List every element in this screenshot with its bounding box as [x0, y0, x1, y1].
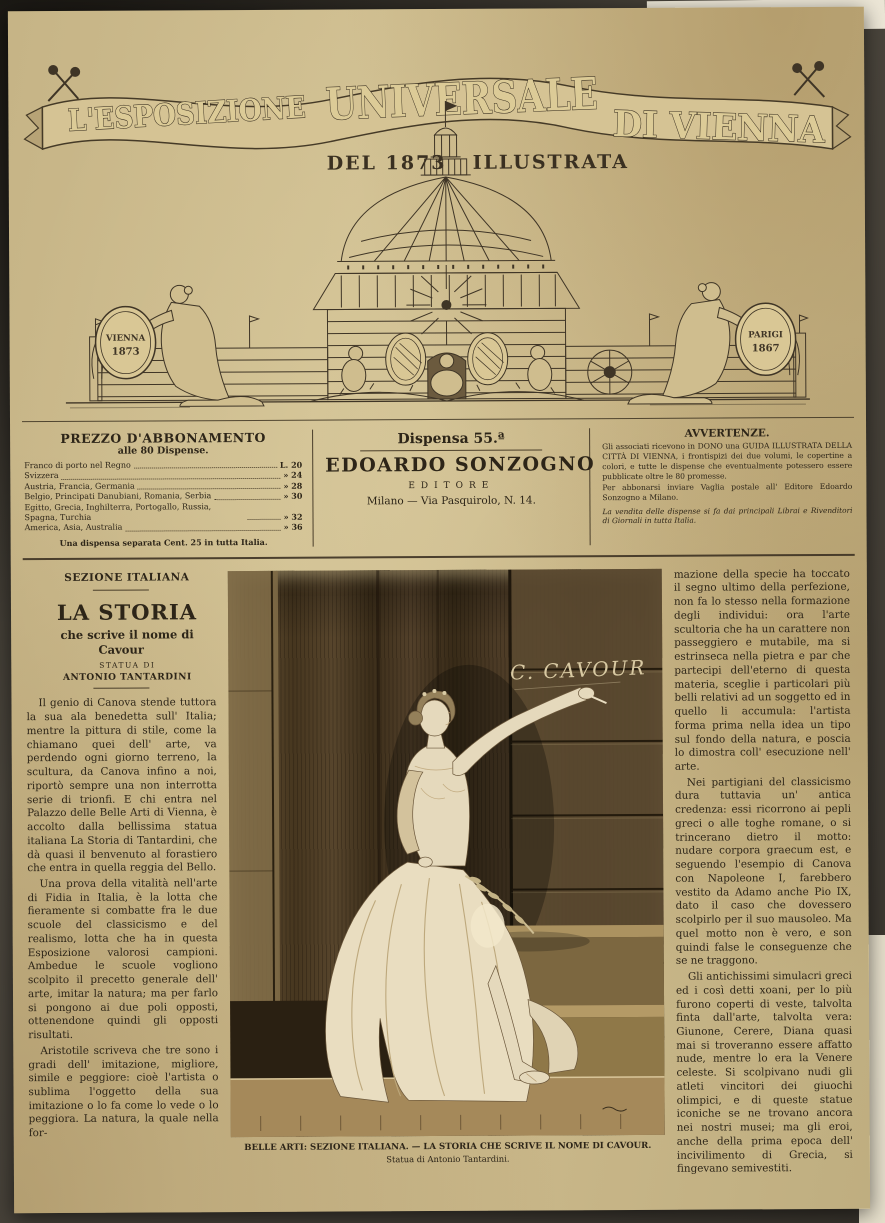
masthead-title-left: L'ESPOSIZIONE [66, 88, 341, 139]
section-label: SEZIONE ITALIANA [64, 571, 190, 584]
issue-number: Dispensa 55.ª [397, 430, 505, 448]
price-value: » 32 [283, 511, 303, 522]
notices-paragraph: Gli associati ricevono in DONO una GUIDA ILLUSTRATA DELLA CITTÀ DI VIENNA, i frontispizi dei due volumi, le copertine a colori, e tutte le dispense che eventualmente potessero essere pubblicate oltre le 80 promesse. [602, 440, 853, 482]
price-value: L. 20 [279, 459, 303, 470]
medallion-right-year: 1867 [751, 343, 780, 355]
article-subtitle: che scrive il nome di Cavour [60, 627, 194, 658]
torch-icon-left [48, 66, 79, 101]
price-value: » 36 [283, 522, 303, 533]
article-paragraph: mazione della specie ha toccato il segno ultimo della perfezione, non fa lo stesso nella formazione degli individui: ora l'arte scultoria che ha un carattere non passeggiero e mutabile, ma si estrinseca nella pietra e par che partecipi dell'eterno di questa materia, sceglie i particolari più belli relativi ad un soggetto ed in quello li accumula: l'artista forma prima nella idea un tipo sul fondo della natura, e poscia lo dimostra coll' esecuzione nell' arte. [673, 567, 851, 773]
infobar [10, 420, 867, 556]
notices-paragraph: Per abbonarsi inviare Vaglia postale all' Editore Edoardo Sonzogno a Milano. [602, 481, 853, 503]
article-paragraph: Una prova della vitalità nell'arte di Fidia in Italia, è la lotta che fieramente si combatte fra le due scuole del classicismo e del realismo, lotta che ha in questa Esposizione valorosi campioni. Ambedue le scuole vogliono scolpito il precetto generale dell' arte, imitar la natura; ma per farlo si pongono ai due poli opposti, ottenendone quindi gli opposti risultati. [27, 877, 219, 1042]
price-value: » 30 [283, 490, 303, 501]
masthead-subtitle-left: DEL 1873 [326, 151, 447, 175]
publisher-block [312, 428, 596, 546]
article-title: LA STORIA [56, 598, 198, 625]
prices-subtitle: alle 80 Dispense. [117, 445, 209, 457]
left-allegory-figure [91, 285, 263, 407]
price-label: America, Asia, Australia [24, 523, 123, 533]
dotted-leader [138, 488, 281, 490]
right-allegory-figure [627, 282, 799, 404]
statue-engraving [228, 569, 665, 1137]
small-separator [93, 589, 149, 590]
dotted-leader [134, 467, 277, 469]
publisher-name: EDOARDO SONZOGNO [325, 453, 596, 477]
notices-footnote: La vendita delle dispense si fa dai principali Librai e Rivenditori di Giornali in tutta Italia. [602, 505, 853, 526]
price-value: » 24 [283, 470, 303, 481]
article-paragraph: Gli antichissimi simulacri greci ed i così detti xoani, per lo più furono coperti di veste, talvolta finta dall'arte, talvolta vera: Giunone, Cerere, Diana quasi mai si troveranno essere affatto nude, mentre lo era la Venere celeste. Si scolpivano nudi gli atleti vincitori dei giuochi olimpici, e di queste statue iconiche se ne trovano ancora nei nostri musei; ma gli eroi, anche della prima epoca dell' incivilimento di Grecia, si fingevano semivestiti. [675, 969, 853, 1176]
left-text-column [26, 571, 219, 1182]
wheel-icon [588, 350, 632, 394]
medallion-right-city: PARIGI [748, 330, 783, 341]
newspaper-page [8, 7, 870, 1213]
statue-engraving-drawing [228, 569, 665, 1137]
masthead [8, 7, 866, 419]
torch-icon-right [793, 62, 824, 97]
prices-title: PREZZO D'ABBONAMENTO [60, 429, 266, 446]
price-label: Svizzera [24, 471, 59, 481]
article-paragraph: Aristotile scriveva che tre sono i gradi dell' imitazione, migliore, simile e peggiore: cioè l'artista o sublima l'oggetto della sua imitazione o lo fa come lo vede o lo peggiora. La natura, la quale nella for- [28, 1043, 219, 1140]
price-label: Egitto, Grecia, Inghilterra, Portogallo, Russia, Spagna, Turchia [24, 501, 212, 523]
price-row [24, 501, 302, 523]
caption-line-2: Statua di Antonio Tantardini. [386, 1153, 510, 1165]
statue-engraving-plate [228, 569, 665, 1182]
small-separator [93, 688, 149, 689]
dotted-leader [248, 519, 281, 520]
dotted-leader [125, 530, 280, 532]
price-label: Belgio, Principati Danubiani, Romania, Serbia [24, 491, 212, 502]
article-paragraph: Nei partigiani del classicismo dura tuttavia un' antica credenza: essi ricorrono ai pepli greci o alle toghe romane, o si trincerano dietro il motto: nudare corpora graecum est, e seguendo l'esempio di Canova con Napoleone I, farebbero vestito da Adamo anche Pio IX, dato il caso che dovessero scolpirlo per il suo mausoleo. Ma quel motto non è vero, e son quindi false le conseguenze che se ne traggono. [674, 775, 852, 968]
medallion-left-year: 1873 [111, 346, 140, 358]
medallion-left-city: VIENNA [105, 333, 146, 344]
dotted-leader [62, 478, 281, 480]
pilaster [228, 571, 281, 1076]
article-paragraph: Il genio di Canova stende tuttora la sua ala benedetta sull' Italia; mentre la pittura di stile, come la chiamano quei dell' arte, va perdendo ogni giorno terreno, la scultura, da Canova infino a noi, riportò sempre una non interrotta serie di trionfi. E chi entra nel Palazzo delle Belle Arti di Vienna, è accolto dalla bellissima statua italiana La Storia di Tantardini, che dà quasi il benvenuto al forastiero che entra in quella reggia del Bello. [26, 696, 218, 875]
masthead-title-center: UNIVERSALE [324, 66, 661, 131]
price-row [25, 522, 303, 534]
article-content [11, 557, 870, 1182]
statue-label: STATUA DI [99, 660, 156, 670]
publisher-role: EDITORE [408, 480, 495, 492]
subscription-prices [24, 430, 313, 548]
price-label: Austria, Francia, Germania [24, 481, 135, 491]
notices-block [590, 427, 853, 545]
notices-title: AVVERTENZE. [684, 427, 770, 440]
masthead-subtitle-right: ILLUSTRATA [472, 150, 630, 174]
price-label: Franco di porto nel Regno [24, 460, 131, 471]
masthead-illustration [8, 7, 866, 415]
masthead-title-right: DI VIENNA [612, 103, 840, 152]
sculptor-name: ANTONIO TANTARDINI [62, 671, 192, 683]
single-issue-note: Una dispensa separata Cent. 25 in tutta Italia. [59, 536, 268, 548]
dotted-leader [214, 498, 280, 499]
plate-caption [231, 1141, 665, 1165]
mini-rule [360, 449, 541, 451]
caption-line-1: BELLE ARTI: SEZIONE ITALIANA. — LA STORIA CHE SCRIVE IL NOME DI CAVOUR. [244, 1140, 652, 1153]
right-text-column [674, 568, 853, 1179]
price-value: » 28 [283, 480, 303, 491]
wall-inscription: C. CAVOUR [509, 654, 647, 685]
publisher-address: Milano — Via Pasquirolo, N. 14. [366, 494, 536, 508]
